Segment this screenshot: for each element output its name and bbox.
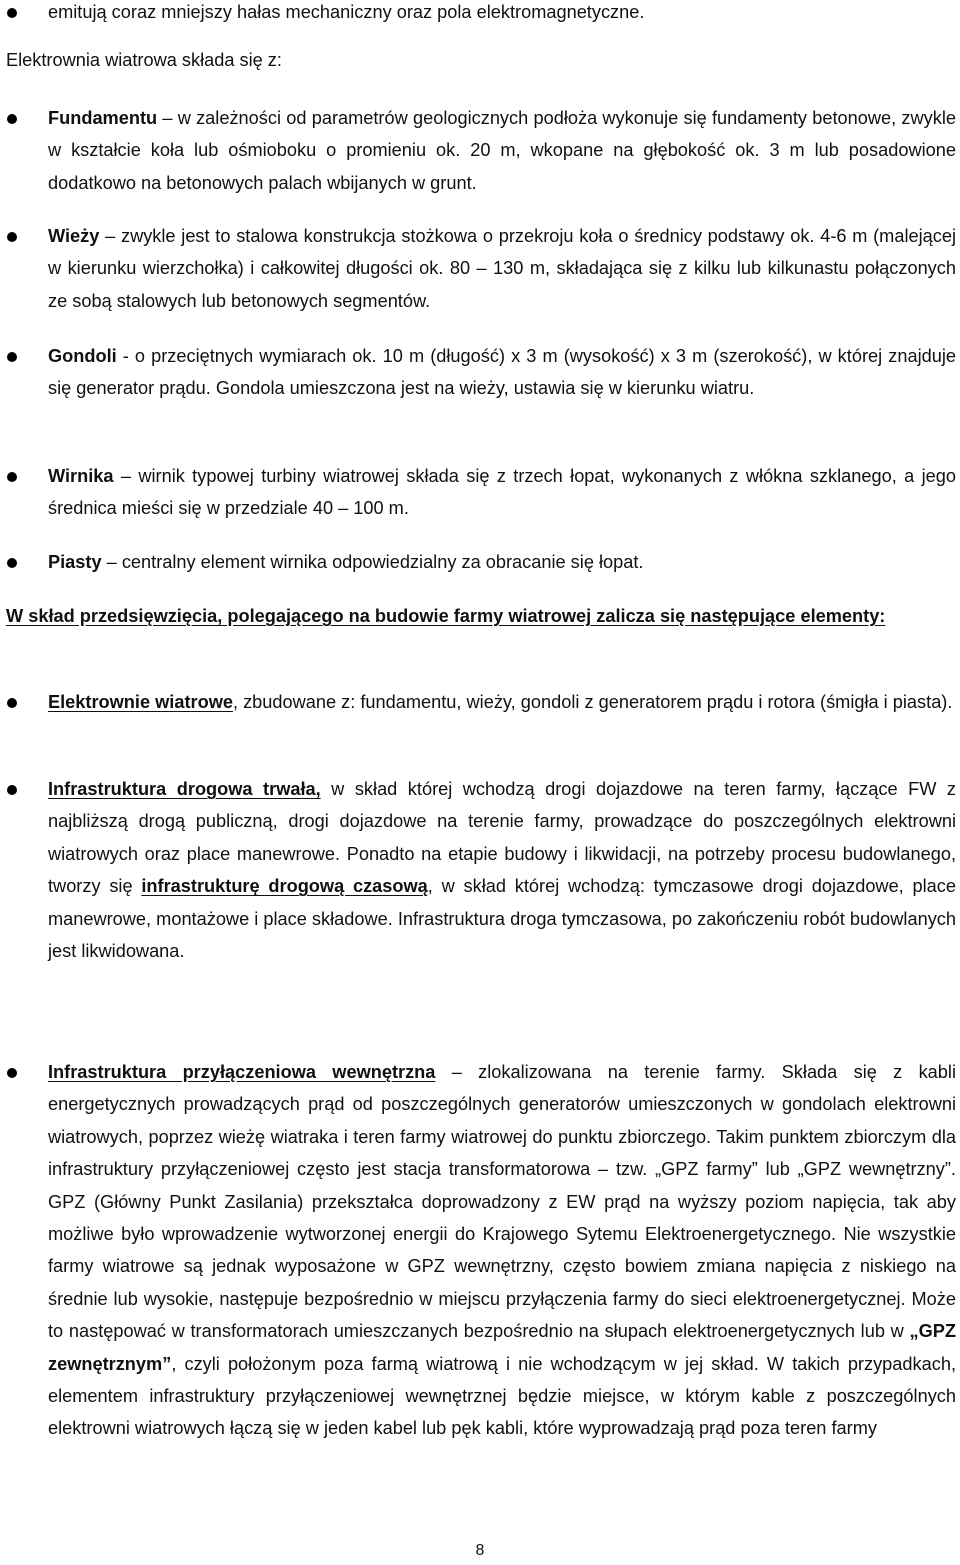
term-hub: Piasty <box>48 552 102 572</box>
bullet-icon <box>7 114 17 124</box>
list-item-text <box>48 340 956 405</box>
list-item-text <box>48 1056 956 1445</box>
section-heading <box>6 600 956 632</box>
bullet-icon <box>7 232 17 242</box>
definition-rotor: – wirnik typowej turbiny wiatrowej składa się z trzech łopat, wykonanych z włókna szklanego, a jego średnica mieści się w przedziale 40 – 100 m. <box>48 466 956 519</box>
term-turbines: Elektrownie wiatrowe <box>48 692 233 712</box>
definition-tower: – zwykle jest to stalowa konstrukcja stożkowa o przekroju koła o średnicy podstawy ok. 4-6 m (malejącej w kierunku wierzchołka) i całkowitej długości ok. 80 – 130 m, składająca się z kilku lub kilkunastu połączonych ze sobą stalowych lub betonowych segmentów. <box>48 226 956 311</box>
bullet-icon <box>7 472 17 482</box>
bullet-icon <box>7 8 17 18</box>
bullet-icon <box>7 1068 17 1078</box>
page-number: 8 <box>475 1542 485 1559</box>
list-item-text <box>48 773 956 967</box>
term-road-permanent: Infrastruktura drogowa trwała, <box>48 779 321 799</box>
bullet-icon <box>7 785 17 795</box>
term-road-temporary: infrastrukturę drogową czasową <box>141 876 428 897</box>
list-item-text <box>48 686 956 718</box>
definition-hub: – centralny element wirnika odpowiedzialny za obracanie się łopat. <box>101 552 644 572</box>
intro-paragraph: Elektrownia wiatrowa składa się z: <box>6 50 282 70</box>
list-item-text <box>48 220 956 317</box>
definition-connection-part2: , czyli położonym poza farmą wiatrową i nie wchodzącym w jej skład. W takich przypadkach, elementem infrastruktury przyłączeniowej wewnętrznej będzie miejsce, w którym kable z poszczególnych elektrowni wiatrowych łączą się w jeden kabel lub pęk kabli, które wyprowadzają prąd poza teren farmy <box>48 1353 956 1439</box>
list-item-text: emitują coraz mniejszy hałas mechaniczny oraz pola elektromagnetyczne. <box>48 2 645 22</box>
definition-nacelle: - o przeciętnych wymiarach ok. 10 m (długość) x 3 m (wysokość) x 3 m (szerokość), w której znajduje się generator prądu. Gondola umieszczona jest na wieży, ustawia się w kierunku wiatru. <box>48 346 956 399</box>
definition-road-part2: , w skład której wchodzą: tymczasowe drogi dojazdowe, place manewrowe, montażowe i place składowe. Infrastruktura droga tymczasowa, po zakończeniu robót budowlanych jest likwidowana. <box>48 876 956 962</box>
term-rotor: Wirnika <box>48 466 114 486</box>
term-foundation: Fundamentu <box>48 108 158 128</box>
list-item-text <box>48 460 956 525</box>
definition-turbines: , zbudowane z: fundamentu, wieży, gondoli z generatorem prądu i rotora (śmigła i piasta). <box>232 692 953 712</box>
term-external-gpz: „GPZ zewnętrznym” <box>48 1321 956 1374</box>
term-tower: Wieży <box>48 226 100 246</box>
term-internal-connection: Infrastruktura przyłączeniowa wewnętrzna <box>48 1062 436 1082</box>
list-item-text <box>48 546 956 578</box>
definition-road-part1: w skład której wchodzą drogi dojazdowe na teren farmy, łączące FW z najbliższą drogą publiczną, drogi dojazdowe na terenie farmy, prowadzące do poszczególnych elektrowni wiatrowych oraz place manewrowe. Ponadto na etapie budowy i likwidacji, na potrzeby procesu budowlanego, tworzy się <box>48 779 956 897</box>
definition-connection-part1: – zlokalizowana na terenie farmy. Składa się z kabli energetycznych prowadzących prąd od poszczególnych generatorów umieszczonych w gondolach elektrowni wiatrowych, poprzez wieżę wiatraka i teren farmy wiatrowej do punktu zbiorczego. Takim punktem zbiorczym dla infrastruktury przyłączeniowej często jest stacja transformatorowa – tzw. „GPZ farmy” lub „GPZ wewnętrzny”. GPZ (Główny Punkt Zasilania) przekształca doprowadzony z EW prąd na wyższy poziom napięcia, tak aby możliwe było wprowadzenie wytworzonej energii do Krajowego Sytemu Elektroenergetycznego. Nie wszystkie farmy wiatrowe są jednak wyposażone w GPZ wewnętrzny, często bowiem zmiana napięcia z niskiego na średnie lub wysokie, następuje bezpośrednio w miejscu przyłączenia farmy do sieci elektroenergetycznej. Może to następować w transformatorach umieszczanych bezpośrednio na słupach elektroenergetycznych lub w <box>48 1062 956 1342</box>
bullet-icon <box>7 352 17 362</box>
term-nacelle: Gondoli <box>48 346 117 366</box>
bullet-icon <box>7 558 17 568</box>
bullet-icon <box>7 698 17 708</box>
section-heading-text: W skład przedsięwzięcia, polegającego na budowie farmy wiatrowej zalicza się następujące elementy: <box>6 606 886 626</box>
definition-foundation: – w zależności od parametrów geologicznych podłoża wykonuje się fundamenty betonowe, zwykle w kształcie koła lub ośmioboku o promieniu ok. 20 m, wkopane na głębokość ok. 3 m lub posadowione dodatkowo na betonowych palach wbijanych w grunt. <box>48 108 956 193</box>
list-item-text <box>48 102 956 199</box>
